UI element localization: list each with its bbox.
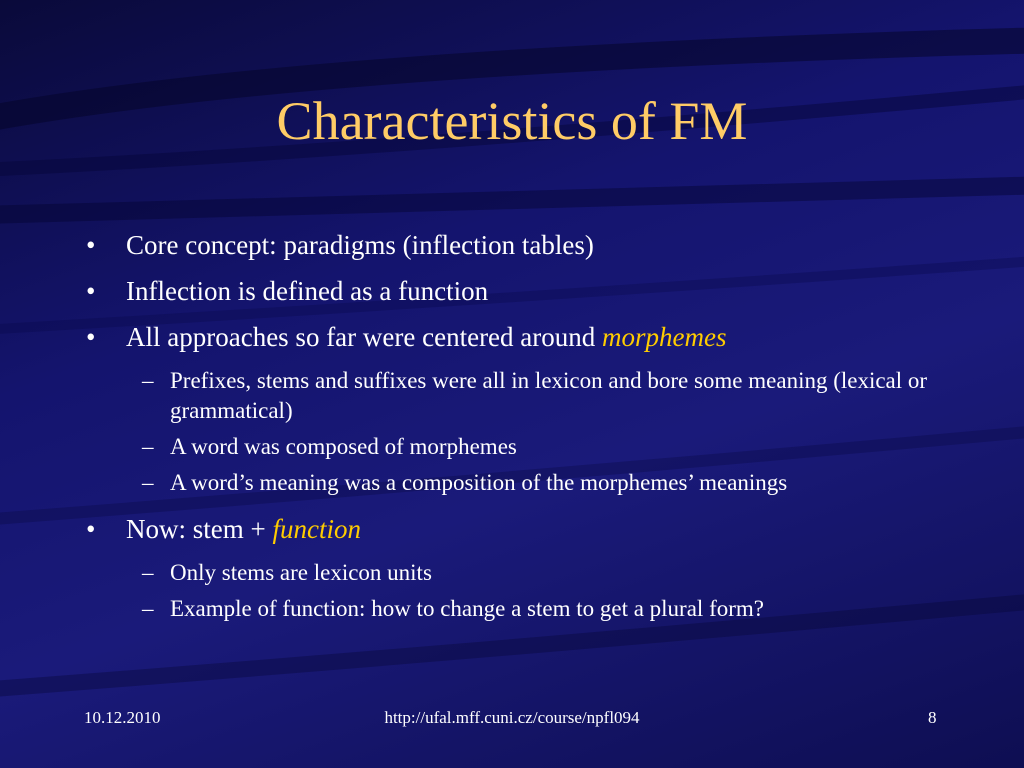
slide-body (86, 228, 966, 630)
dash-glyph: – (142, 560, 154, 585)
sub-bullet-item (86, 558, 966, 588)
dash-glyph: – (142, 368, 154, 393)
bullet-text: Now: stem + (126, 514, 273, 544)
bullet-item (86, 228, 966, 262)
bullet-item (86, 512, 966, 546)
footer-page-number: 8 (928, 708, 937, 727)
emphasis-text: function (272, 514, 361, 544)
emphasis-text: morphemes (602, 322, 727, 352)
sub-bullet-item (86, 594, 966, 624)
sub-bullet-text: Example of function: how to change a stem to get a plural form? (170, 596, 764, 621)
bullet-glyph: • (86, 230, 96, 260)
bullet-glyph: • (86, 276, 96, 306)
bullet-item (86, 274, 966, 308)
sub-bullet-item (86, 468, 966, 498)
sub-bullet-text: Prefixes, stems and suffixes were all in lexicon and bore some meaning (lexical or grammatical) (170, 368, 928, 423)
footer-url: http://ufal.mff.cuni.cz/course/npfl094 (384, 708, 640, 727)
bullet-item (86, 320, 966, 354)
footer-date: 10.12.2010 (84, 708, 161, 727)
bullet-glyph: • (86, 514, 96, 544)
dash-glyph: – (142, 434, 154, 459)
bullet-text: All approaches so far were centered around (126, 322, 603, 352)
dash-glyph: – (142, 470, 154, 495)
bullet-text: Core concept: paradigms (inflection tables) (126, 230, 594, 260)
sub-bullet-text: Only stems are lexicon units (170, 560, 432, 585)
sub-bullet-item (86, 432, 966, 462)
slide-title: Characteristics of FM (276, 91, 748, 151)
sub-bullet-item (86, 366, 966, 426)
bullet-glyph: • (86, 322, 96, 352)
dash-glyph: – (142, 596, 154, 621)
sub-bullet-text: A word was composed of morphemes (170, 434, 517, 459)
sub-bullet-text: A word’s meaning was a composition of the morphemes’ meanings (170, 470, 788, 495)
bullet-text: Inflection is defined as a function (126, 276, 489, 306)
